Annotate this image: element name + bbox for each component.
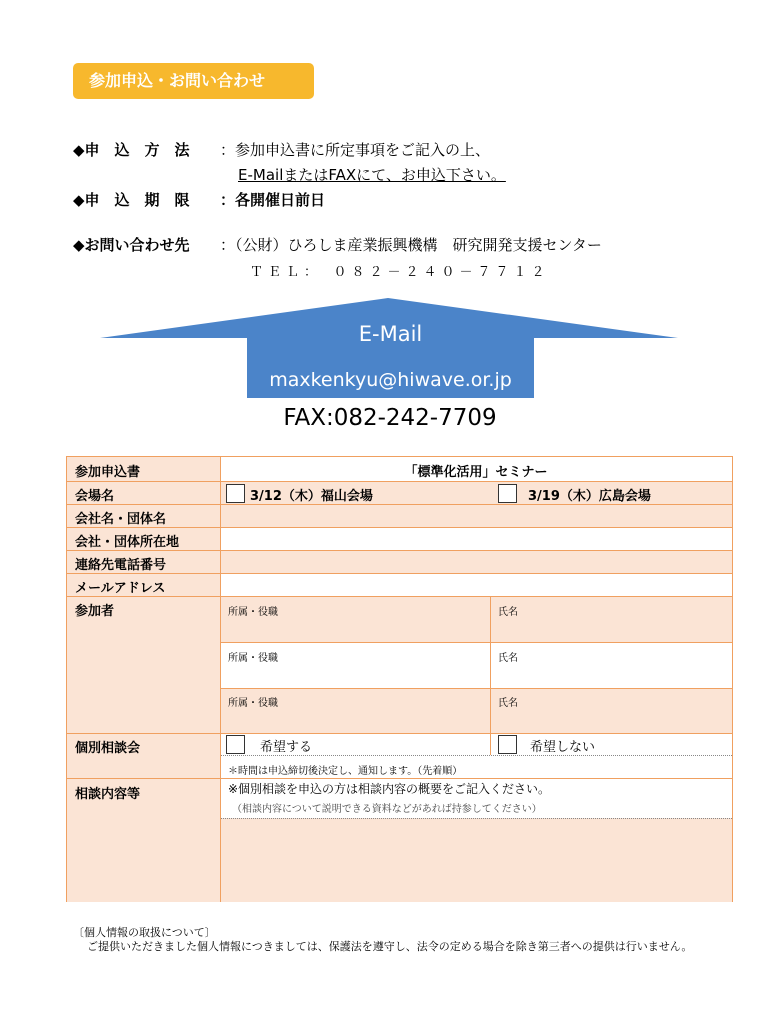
venue-fukuyama-label: 3/12（木）福山会場 — [250, 489, 373, 504]
consult-label: 個別相談会 — [75, 741, 141, 756]
privacy-text: ご提供いただきました個人情報につきましては、保護法を遵守し、法令の定める場合を除き第三者への提供は行いません。 — [87, 940, 693, 953]
contact-text: ：（公財）ひろしま産業振興機構 研究開発支援センター — [220, 236, 602, 254]
participant-3-dept-label: 所属・役職 — [228, 698, 278, 709]
consult-no-checkbox[interactable] — [498, 735, 517, 754]
email-field[interactable] — [221, 573, 731, 596]
company-label: 会社名・団体名 — [75, 512, 167, 527]
email-title: E-Mail — [358, 322, 423, 346]
method-text-1: ：参加申込書に所定事項をご記入の上、 — [220, 141, 491, 159]
email-address[interactable]: maxkenkyu@hiwave.or.jp — [269, 369, 512, 391]
participant-1-name-label: 氏名 — [498, 607, 518, 618]
method-label: ◆申 込 方 法 — [73, 141, 190, 159]
fill-participant-3 — [220, 688, 732, 733]
contact-label: ◆お問い合わせ先 — [73, 236, 190, 254]
content-label: 相談内容等 — [75, 787, 141, 802]
content-note-2: （相談内容について説明できる資料などがあれば持参してください） — [232, 804, 542, 815]
contact-tel: ＴＥＬ： ０８２－２４０－７７１２ — [250, 265, 550, 280]
venue-fukuyama-checkbox[interactable] — [226, 484, 245, 503]
privacy-heading: 〔個人情報の取扱について〕 — [73, 926, 216, 939]
content-field[interactable] — [221, 819, 731, 901]
participant-1-dept-label: 所属・役職 — [228, 607, 278, 618]
email-label: メールアドレス — [75, 581, 166, 596]
deadline-label: ◆申 込 期 限 — [73, 191, 190, 209]
deadline-text: ：各開催日前日 — [220, 191, 326, 209]
phone-field[interactable] — [221, 550, 731, 573]
participant-2-name-label: 氏名 — [498, 653, 518, 664]
company-field[interactable] — [221, 504, 731, 527]
consult-yes-label: 希望する — [260, 740, 313, 755]
section-title: 参加申込・お問い合わせ — [73, 63, 314, 99]
fax-number: FAX:082-242-7709 — [283, 405, 497, 431]
venue-label: 会場名 — [75, 489, 115, 504]
method-text-2: E-MailまたはFAXにて、お申込下さい。 — [238, 166, 506, 184]
fill-participant-1 — [220, 596, 732, 642]
consult-note: ＊時間は申込締切後決定し、通知します。（先着順） — [228, 766, 463, 777]
phone-label: 連絡先電話番号 — [75, 558, 167, 573]
seminar-title: 「標準化活用」セミナー — [404, 465, 548, 480]
address-label: 会社・団体所在地 — [75, 535, 180, 550]
consult-no-label: 希望しない — [530, 740, 596, 755]
content-note-1: ※個別相談を申込の方は相談内容の概要をご記入ください。 — [228, 782, 551, 796]
participant-2-dept-label: 所属・役職 — [228, 653, 278, 664]
participants-label: 参加者 — [75, 604, 115, 619]
application-form — [66, 456, 733, 902]
title-label: 参加申込書 — [75, 465, 141, 480]
consult-yes-checkbox[interactable] — [226, 735, 245, 754]
venue-hiroshima-checkbox[interactable] — [498, 484, 517, 503]
participant-3-name-label: 氏名 — [498, 698, 518, 709]
address-field[interactable] — [221, 527, 731, 550]
venue-hiroshima-label: 3/19（木）広島会場 — [528, 489, 651, 504]
